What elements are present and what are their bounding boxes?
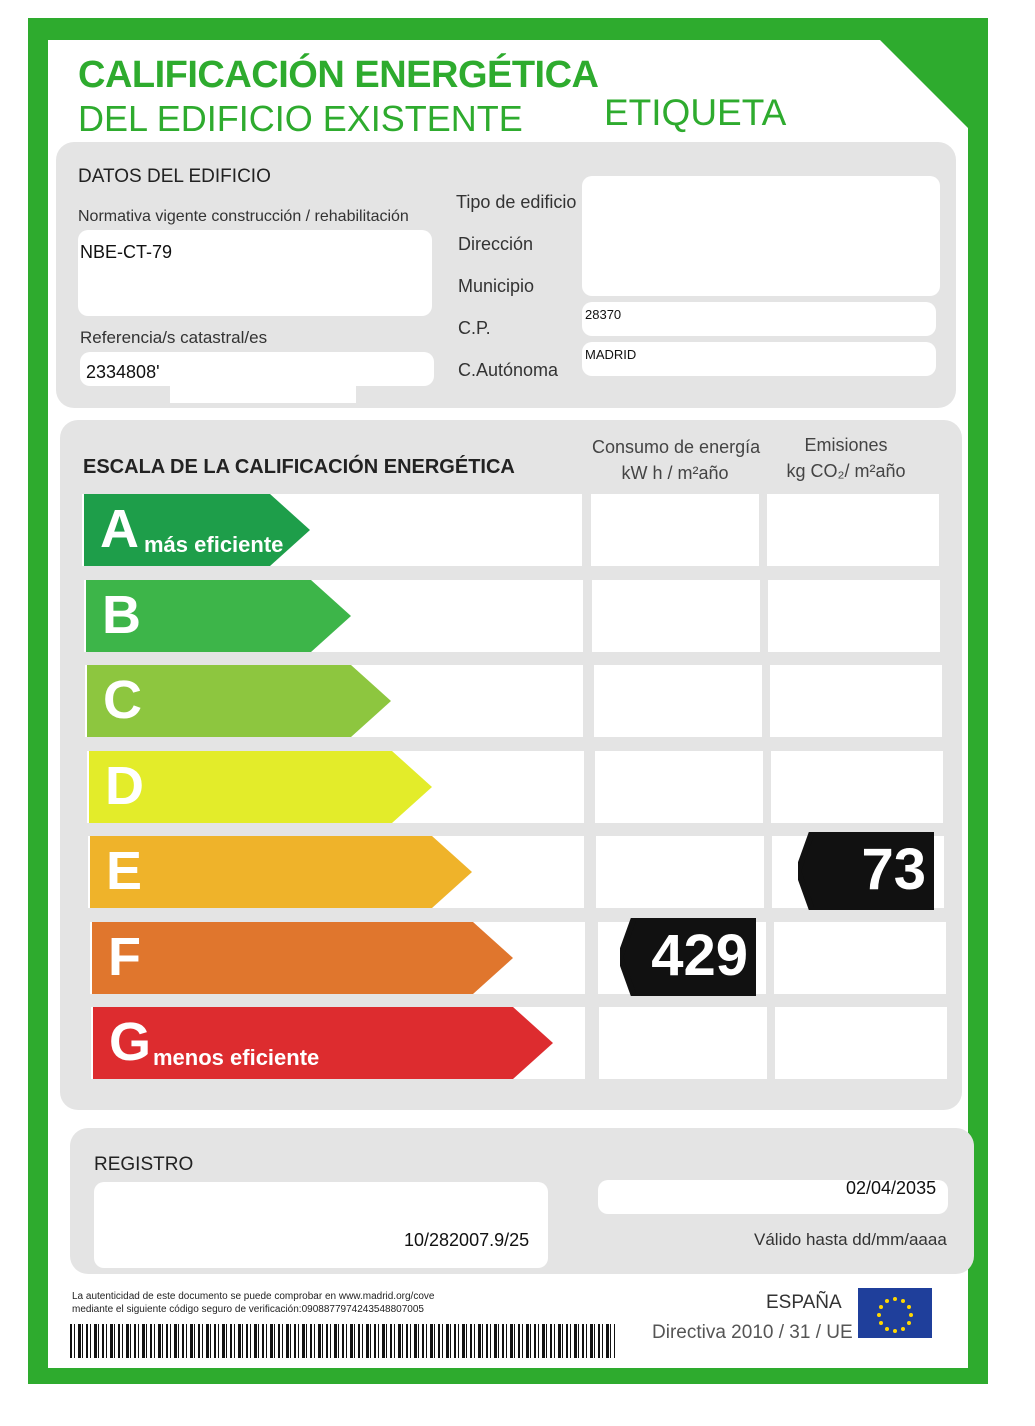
cp-value: 28370	[585, 307, 622, 322]
normativa-value: NBE-CT-79	[80, 242, 173, 262]
consumo-cell-c	[594, 665, 762, 737]
consumo-cell-b	[592, 580, 760, 652]
band-text: menos eficiente	[153, 1045, 320, 1070]
band-e	[90, 836, 472, 908]
cp-label: C.P.	[458, 318, 491, 338]
referencia-value: 2334808'	[86, 362, 160, 382]
cp-field	[582, 302, 936, 336]
consumo-cell-a	[591, 494, 759, 566]
band-letter: C	[103, 670, 142, 730]
band-text: más eficiente	[144, 532, 284, 557]
band-letter: B	[102, 585, 141, 645]
emisiones-cell-f	[774, 922, 946, 994]
title-line1: CALIFICACIÓN ENERGÉTICA	[78, 54, 599, 96]
band-arrow-f	[92, 922, 513, 994]
consumo-header-line2: kW h / m²año	[621, 463, 729, 483]
redaction-block	[170, 355, 356, 403]
etiqueta-label: ETIQUETA	[604, 92, 787, 133]
country-label: ESPAÑA	[766, 1292, 842, 1313]
band-g	[93, 1007, 553, 1079]
tipo-direccion-municipio-field	[582, 176, 940, 296]
emisiones-badge	[798, 832, 934, 910]
autonoma-value: MADRID	[585, 347, 637, 362]
consumo-header-line1: Consumo de energía	[592, 437, 761, 457]
barcode	[70, 1324, 615, 1358]
autonoma-label: C.Autónoma	[458, 360, 559, 380]
registro-number: 10/282007.9/25	[404, 1230, 530, 1250]
eu-stars-icon	[858, 1288, 932, 1338]
emisiones-cell-g	[775, 1007, 947, 1079]
building-section-title: DATOS DEL EDIFICIO	[78, 166, 271, 187]
referencia-label: Referencia/s catastral/es	[80, 328, 268, 347]
tipo-edificio-label: Tipo de edificio	[456, 192, 577, 212]
registro-field	[94, 1182, 548, 1268]
emisiones-header-line1: Emisiones	[804, 435, 888, 455]
band-arrow-e	[90, 836, 472, 908]
consumo-badge	[620, 918, 756, 996]
valid-date: 02/04/2035	[846, 1178, 937, 1198]
emisiones-cell-c	[770, 665, 942, 737]
band-letter: A	[100, 499, 139, 559]
emisiones-cell-a	[767, 494, 939, 566]
consumo-cell-d	[595, 751, 763, 823]
band-b	[86, 580, 351, 652]
emisiones-header-line2: kg CO₂/ m²año	[786, 461, 906, 481]
valid-label: Válido hasta dd/mm/aaaa	[754, 1230, 947, 1249]
eu-flag-icon	[858, 1288, 932, 1338]
emisiones-cell-b	[768, 580, 940, 652]
direccion-label: Dirección	[458, 234, 534, 254]
auth-line2: mediante el siguiente código seguro de verificación:0908877974243548807005	[72, 1304, 424, 1315]
band-a	[84, 494, 310, 566]
emisiones-header	[766, 432, 926, 484]
normativa-label: Normativa vigente construcción / rehabilitación	[78, 208, 409, 225]
band-letter: F	[108, 927, 141, 987]
consumo-header	[592, 434, 761, 486]
directive-label: Directiva 2010 / 31 / UE	[652, 1322, 853, 1343]
emisiones-cell-d	[771, 751, 943, 823]
band-letter: E	[106, 841, 143, 901]
corner-fold	[858, 18, 988, 148]
emisiones-badge-value: 73	[861, 837, 926, 902]
municipio-label: Municipio	[458, 276, 535, 296]
band-d	[89, 751, 432, 823]
band-c	[87, 665, 391, 737]
scale-title: ESCALA DE LA CALIFICACIÓN ENERGÉTICA	[83, 456, 515, 478]
consumo-badge-value: 429	[651, 923, 748, 988]
registro-label: REGISTRO	[94, 1154, 194, 1175]
title-line2: DEL EDIFICIO EXISTENTE	[78, 98, 523, 139]
consumo-cell-g	[599, 1007, 767, 1079]
consumo-cell-e	[596, 836, 764, 908]
band-letter: D	[105, 756, 144, 816]
auth-line1: La autenticidad de este documento se puede comprobar en www.madrid.org/cove	[72, 1291, 435, 1302]
band-letter: G	[109, 1012, 152, 1072]
band-f	[92, 922, 513, 994]
